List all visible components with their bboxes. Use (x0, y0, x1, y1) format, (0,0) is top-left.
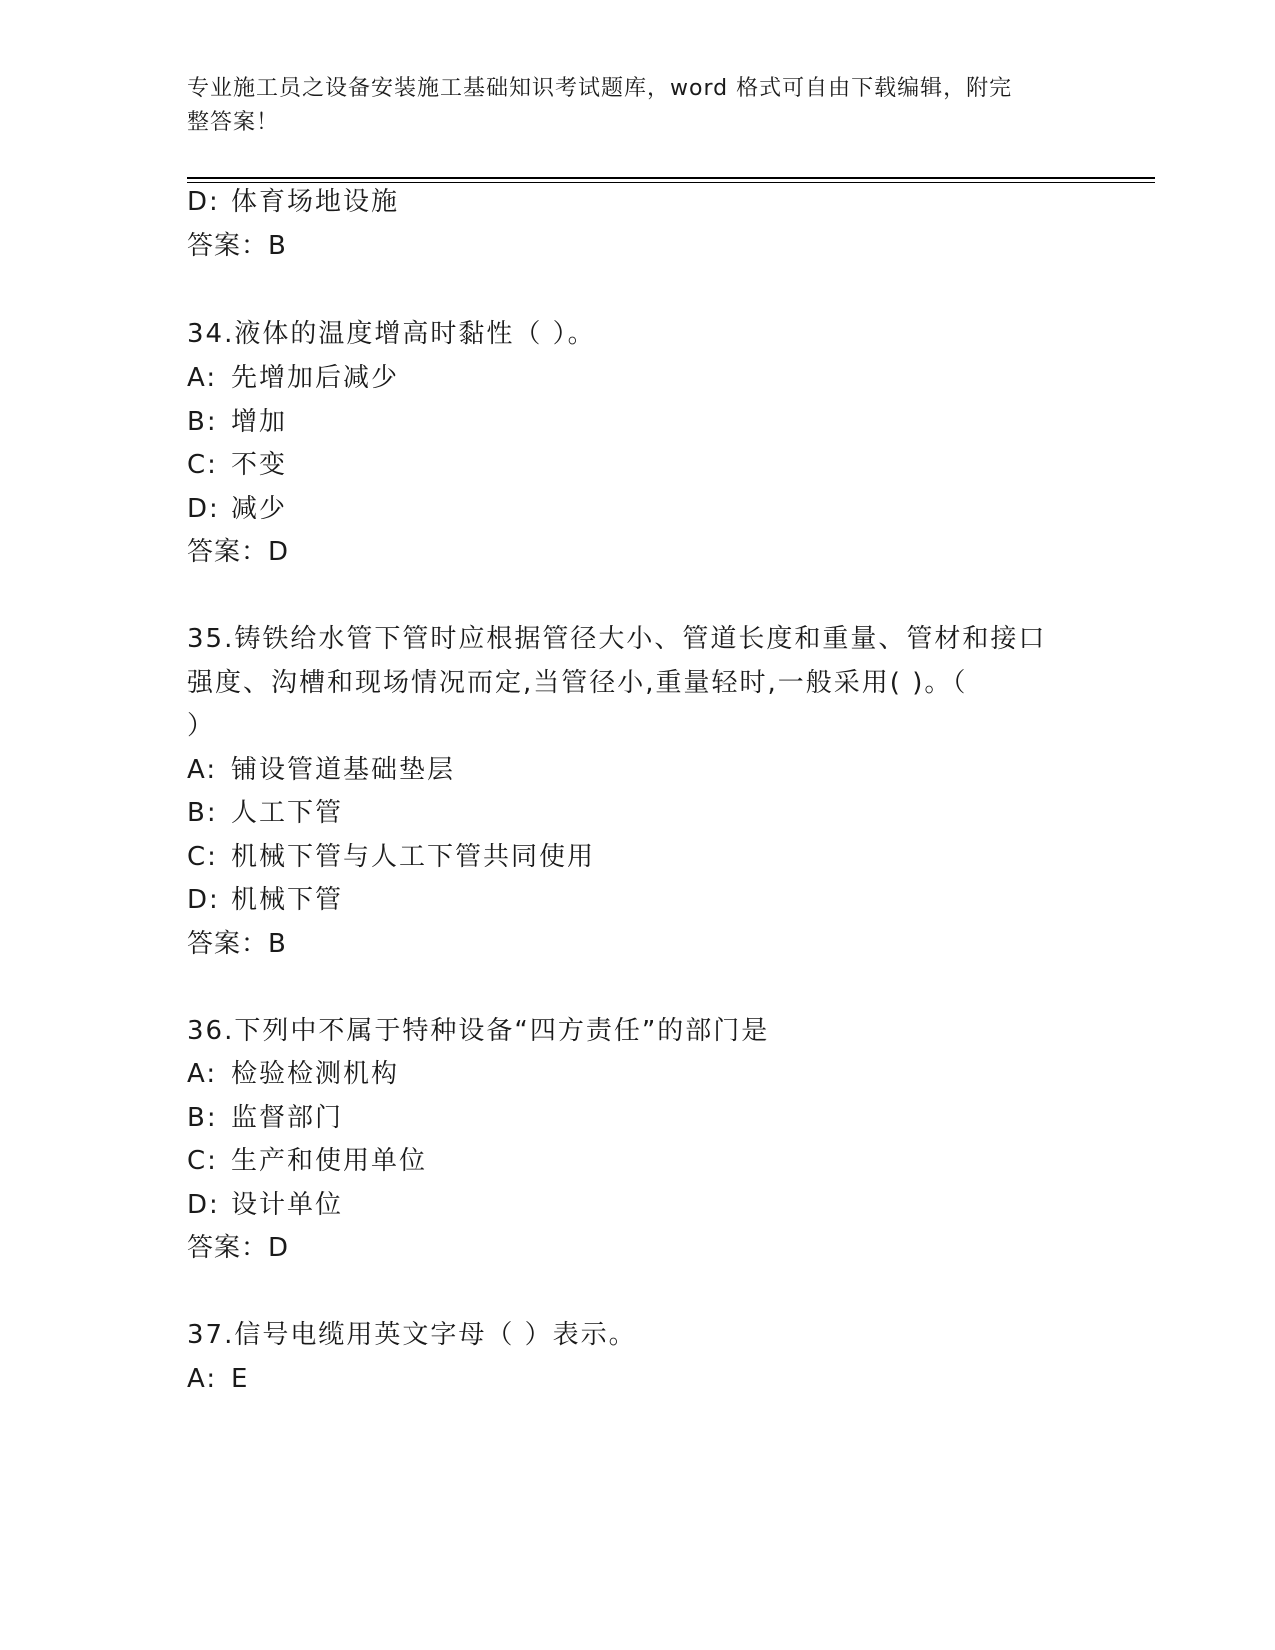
q33-option-d (187, 186, 399, 218)
q36-option-a (187, 1058, 399, 1090)
q36-stem: 36.下列中不属于特种设备“四方责任”的部门是 (187, 1016, 770, 1046)
document-header (187, 72, 1067, 140)
q34-option-c (187, 449, 287, 481)
option-label: D: (187, 885, 220, 915)
option-text: 生产和使用单位 (231, 1146, 428, 1176)
option-label: B: (187, 1103, 218, 1133)
option-text: 人工下管 (231, 798, 344, 828)
q36-option-d (187, 1189, 343, 1221)
header-line-1: 专业施工员之设备安装施工基础知识考试题库，word 格式可自由下载编辑，附完 (187, 76, 1013, 101)
q36-option-b (187, 1102, 343, 1134)
option-text: 铺设管道基础垫层 (231, 755, 456, 785)
q36-option-c (187, 1145, 427, 1177)
q35-answer: 答案：B (187, 929, 287, 959)
option-text: 机械下管与人工下管共同使用 (231, 842, 596, 872)
option-label: A: (187, 1059, 218, 1089)
option-label: A: (187, 755, 218, 785)
option-text: 机械下管 (231, 885, 344, 915)
option-label: D: (187, 494, 220, 524)
header-rule-thick (187, 177, 1155, 179)
q35-stem-line-2: 强度、沟槽和现场情况而定,当管径小,重量轻时,一般采用( )。（ (187, 668, 968, 698)
option-label: C: (187, 842, 218, 872)
q35-option-d (187, 884, 343, 916)
option-text: 减少 (231, 494, 288, 524)
q34-option-a (187, 362, 399, 394)
q36-answer: 答案：D (187, 1233, 290, 1263)
option-text: 检验检测机构 (231, 1059, 400, 1089)
header-line-2: 整答案！ (187, 110, 280, 135)
q35-stem-line-1: 35.铸铁给水管下管时应根据管径大小、管道长度和重量、管材和接口 (187, 624, 1047, 654)
option-text: 增加 (231, 407, 288, 437)
option-text: 先增加后减少 (231, 363, 400, 393)
option-label: A: (187, 363, 218, 393)
q34-answer: 答案：D (187, 537, 290, 567)
q37-stem: 37.信号电缆用英文字母（ ）表示。 (187, 1320, 637, 1350)
option-text: 设计单位 (231, 1190, 344, 1220)
q34-option-b (187, 406, 287, 438)
option-label: C: (187, 1146, 218, 1176)
q34-option-d (187, 493, 287, 525)
q37-option-a (187, 1363, 249, 1395)
q35-stem-line-3: ） (187, 711, 216, 741)
option-text: E (231, 1364, 250, 1394)
option-text: 不变 (231, 450, 288, 480)
q35-option-c (187, 841, 595, 873)
option-label: B: (187, 407, 218, 437)
option-label: A: (187, 1364, 218, 1394)
header-rule-thin (187, 182, 1155, 183)
option-label: C: (187, 450, 218, 480)
option-label: D: (187, 187, 220, 217)
q35-option-b (187, 797, 343, 829)
option-text: 体育场地设施 (231, 187, 400, 217)
option-label: B: (187, 798, 218, 828)
q34-stem: 34.液体的温度增高时黏性（ ）。 (187, 319, 596, 349)
q33-answer: 答案：B (187, 231, 287, 261)
option-text: 监督部门 (231, 1103, 344, 1133)
q35-option-a (187, 754, 455, 786)
option-label: D: (187, 1190, 220, 1220)
